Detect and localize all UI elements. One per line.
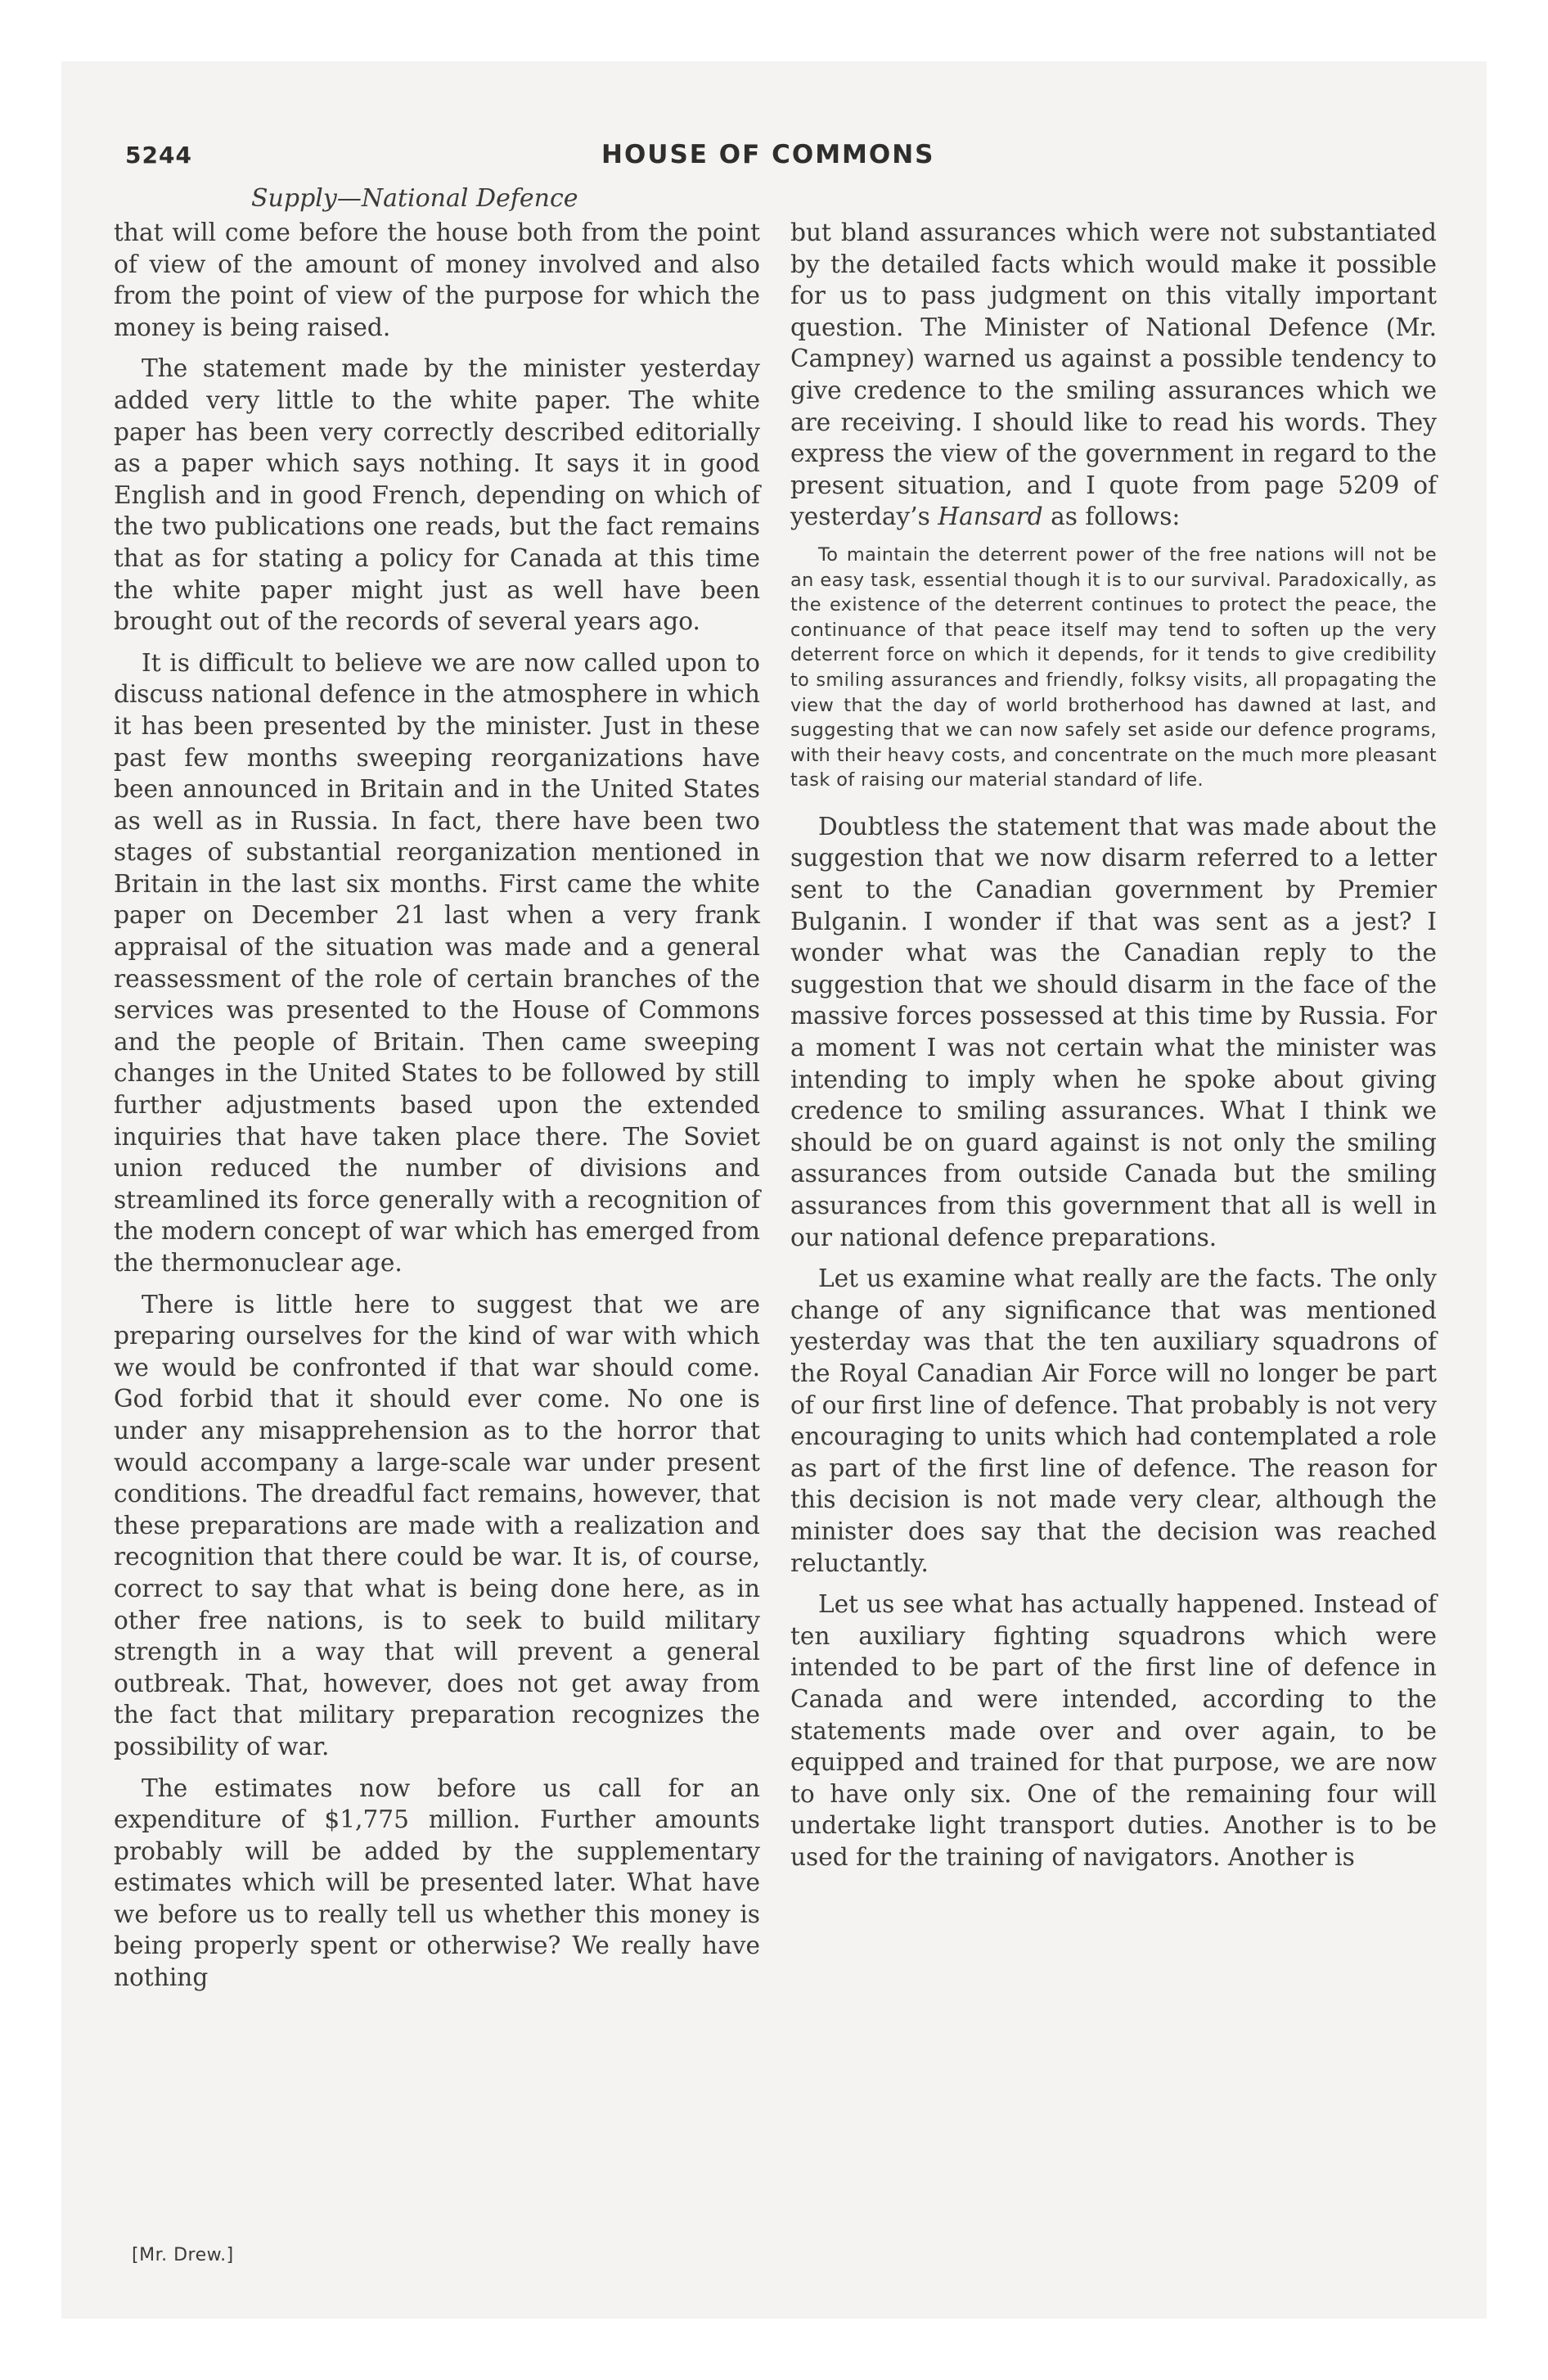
hansard-page bbox=[61, 61, 1487, 2319]
left-paragraph-3: It is difficult to believe we are now called upon to discuss national defence in the atmosphere in which it has been presented by the minister. Just in these past few months sweeping reorganizations have been announced in Britain and in the United States as well as in Russia. In fact, there have been two stages of substantial reorganization mentioned in Britain in the last six months. First came the white paper on December 21 last when a very frank appraisal of the situation was made and a general reassessment of the role of certain branches of the services was presented to the House of Commons and the people of Britain. Then came sweeping changes in the United States to be followed by still further adjustments based upon the extended inquiries that have taken place there. The Soviet union reduced the number of divisions and streamlined its force generally with a recognition of the modern concept of war which has emerged from the thermonuclear age. bbox=[114, 648, 760, 1277]
right-paragraph-1-text-b: as follows: bbox=[1042, 503, 1181, 531]
right-column bbox=[790, 217, 1437, 1882]
left-paragraph-4: There is little here to suggest that we are preparing ourselves for the kind of war with which we would be confronted if that war should come. God forbid that it should ever come. No one is under any misapprehension as to the horror that would accompany a large-scale war under present conditions. The dreadful fact remains, however, that these preparations are made with a realization and recognition that there could be war. It is, of course, correct to say that what is being done here, as in other free nations, is to seek to build military strength in a way that will prevent a general outbreak. That, however, does not get away from the fact that military preparation recognizes the possibility of war. bbox=[114, 1290, 760, 1760]
section-subtitle: Supply—National Defence bbox=[251, 184, 578, 213]
house-title: HOUSE OF COMMONS bbox=[601, 140, 935, 169]
right-paragraph-3: Let us examine what really are the facts. The only change of any significance that was mentioned yesterday was that the ten auxiliary squadrons of the Royal Canadian Air Force will no longer be part of our first line of defence. That probably is not very encouraging to units which had contemplated a role as part of the first line of defence. The reason for this decision is not made very clear, although the minister does say that the decision was reached reluctantly. bbox=[790, 1264, 1437, 1577]
right-paragraph-1 bbox=[790, 217, 1437, 533]
left-column bbox=[114, 217, 760, 2004]
speaker-footer: [Mr. Drew.] bbox=[132, 2245, 234, 2265]
left-paragraph-1: that will come before the house both from the point of view of the amount of money involved and also from the point of view of the purpose for which the money is being raised. bbox=[114, 219, 760, 341]
minister-quote: To maintain the deterrent power of the free nations will not be an easy task, essential though it is to our survival. Paradoxically, as the existence of the deterrent continues to protect the peace, the continuance of that peace itself may tend to soften up the very deterrent force on which it depends, for it tends to give credibility to smiling assurances and friendly, folksy visits, all propagating the view that the day of world brotherhood has dawned at last, and suggesting that we can now safely set aside our defence programs, with their heavy costs, and concentrate on the much more pleasant task of raising our material standard of life. bbox=[790, 543, 1437, 791]
right-paragraph-2: Doubtless the statement that was made about the suggestion that we now disarm referred to a letter sent to the Canadian government by Premier Bulganin. I wonder if that was sent as a jest? I wonder what was the Canadian reply to the suggestion that we should disarm in the face of the massive forces possessed at this time by Russia. For a moment I was not certain what the minister was intending to imply when he spoke about giving credence to smiling assurances. What I think we should be on guard against is not only the smiling assurances from outside Canada but the smiling assurances from this government that all is well in our national defence preparations. bbox=[790, 812, 1437, 1251]
left-paragraph-5: The estimates now before us call for an expenditure of $1,775 million. Further amounts probably will be added by the supplementary estimates which will be presented later. What have we before us to really tell us whether this money is being properly spent or otherwise? We really have nothing bbox=[114, 1774, 760, 1992]
page-number: 5244 bbox=[125, 142, 192, 169]
hansard-italic: Hansard bbox=[938, 503, 1043, 531]
left-paragraph-2: The statement made by the minister yesterday added very little to the white paper. The white paper has been very correctly described editorially as a paper which says nothing. It says it in good English and in good French, depending on which of the two publications one reads, but the fact remains that as for stating a policy for Canada at this time the white paper might just as well have been brought out of the records of several years ago. bbox=[114, 354, 760, 636]
right-paragraph-4: Let us see what has actually happened. Instead of ten auxiliary fighting squadrons which were intended to be part of the first line of defence in Canada and were intended, according to the statements made over and over again, to be equipped and trained for that purpose, we are now to have only six. One of the remaining four will undertake light transport duties. Another is to be used for the training of navigators. Another is bbox=[790, 1590, 1437, 1871]
right-paragraph-1-text-a: but bland assurances which were not substantiated by the detailed facts which would make it possible for us to pass judgment on this vitally important question. The Minister of National Defence (Mr. Campney) warned us against a possible tendency to give credence to the smiling assurances which we are receiving. I should like to read his words. They express the view of the government in regard to the present situation, and I quote from page 5209 of yesterday’s bbox=[790, 219, 1437, 531]
